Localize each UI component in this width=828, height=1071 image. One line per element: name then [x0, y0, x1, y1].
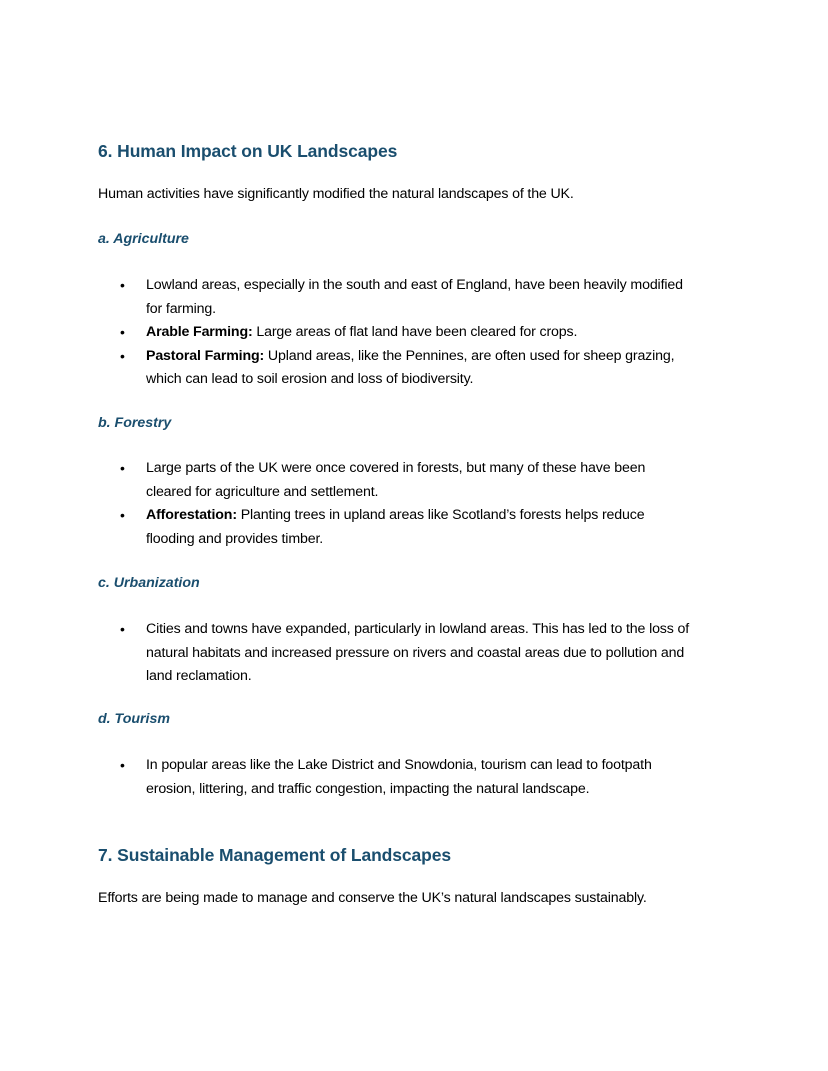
subheading-agriculture: a. Agriculture	[98, 231, 189, 247]
section-heading-sustainable-management: 7. Sustainable Management of Landscapes	[98, 845, 452, 865]
list-item: • Arable Farming: Large areas of flat land have been cleared for crops.	[98, 321, 738, 345]
section-intro-sustainable-management: Efforts are being made to manage and conserve the UK’s natural landscapes sustainably.	[98, 890, 647, 906]
list-item: • Lowland areas, especially in the south and east of England, have been heavily modified for farming.	[98, 274, 738, 321]
urbanization-list	[98, 618, 738, 689]
term-label: Pastoral Farming:	[146, 347, 265, 364]
forestry-list	[98, 457, 738, 551]
agriculture-list	[98, 274, 738, 392]
section-heading-human-impact: 6. Human Impact on UK Landscapes	[98, 141, 398, 161]
bullet-icon: •	[120, 460, 125, 476]
subheading-tourism: d. Tourism	[98, 711, 170, 727]
section-intro-human-impact: Human activities have significantly modified the natural landscapes of the UK.	[98, 186, 574, 202]
list-item: • In popular areas like the Lake District and Snowdonia, tourism can lead to footpath erosion, littering, and traffic congestion, impacting the natural landscape.	[98, 754, 738, 801]
bullet-icon: •	[120, 347, 125, 364]
bullet-icon: •	[120, 277, 125, 293]
bullet-icon: •	[120, 507, 125, 523]
list-item: • Afforestation: Planting trees in upland areas like Scotland’s forests helps reduce flooding and provides timber.	[98, 504, 738, 551]
list-item: • Cities and towns have expanded, particularly in lowland areas. This has led to the loss of natural habitats and increased pressure on rivers and coastal areas due to pollution and land reclamation.	[98, 618, 738, 689]
term-label: Afforestation:	[146, 507, 237, 523]
term-label: Arable Farming:	[146, 324, 253, 340]
subheading-urbanization: c. Urbanization	[98, 575, 200, 591]
bullet-icon: •	[120, 757, 125, 773]
bullet-icon: •	[120, 324, 125, 340]
tourism-list	[98, 754, 738, 801]
list-item: • Large parts of the UK were once covered in forests, but many of these have been cleared for agriculture and settlement.	[98, 457, 738, 504]
list-item: • Pastoral Farming: Upland areas, like the Pennines, are often used for sheep grazing, which can lead to soil erosion and loss of biodiversity.	[98, 345, 738, 392]
bullet-icon: •	[120, 621, 125, 637]
subheading-forestry: b. Forestry	[98, 415, 172, 431]
